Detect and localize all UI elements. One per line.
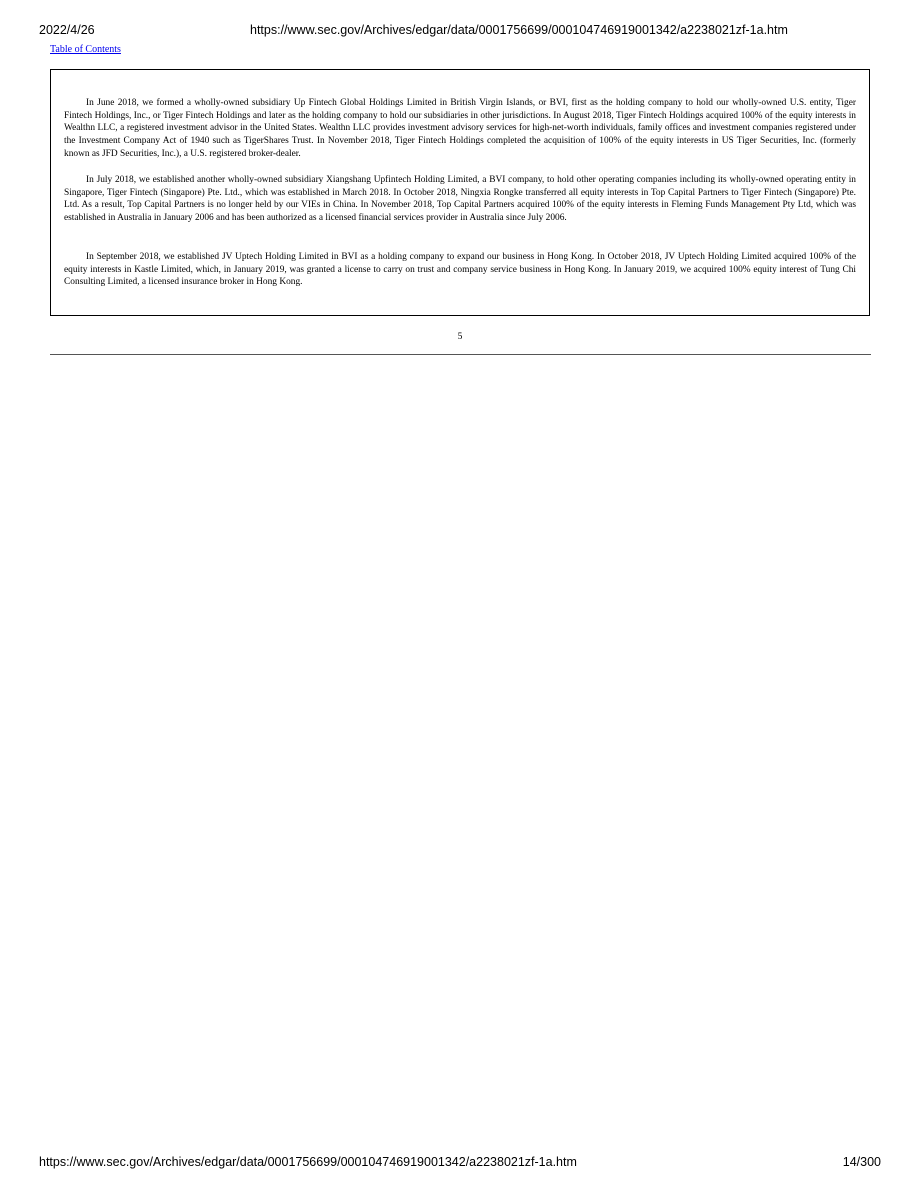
print-page-count: 14/300 bbox=[842, 1155, 881, 1169]
body-paragraph: In September 2018, we established JV Uptech Holding Limited in BVI as a holding company to expand our business in Hong Kong. In October 2018, JV Uptech Holding Limited acquired 100% of the equity interests in Kastle Limited, which, in January 2019, was granted a license to carry on trust and company service business in Hong Kong. In January 2019, we acquired 100% equity interest of Tung Chi Consulting Limited, a licensed insurance broker in Hong Kong. bbox=[64, 252, 856, 288]
print-footer bbox=[39, 1154, 881, 1170]
table-of-contents-link[interactable]: Table of Contents bbox=[50, 44, 121, 55]
print-footer-url: https://www.sec.gov/Archives/edgar/data/0001756699/000104746919001342/a2238021zf-1a.htm bbox=[39, 1155, 577, 1169]
body-paragraph: In July 2018, we established another wholly-owned subsidiary Xiangshang Upfintech Holding Limited, a BVI company, to hold other operating companies including its wholly-owned operating entity in Singapore, Tiger Fintech (Singapore) Pte. Ltd., which was established in March 2018. In October 2018, Ningxia Rongke transferred all equity interests in Top Capital Partners to Tiger Fintech (Singapore) Pte. Ltd. As a result, Top Capital Partners is no longer held by our VIEs in China. In November 2018, Top Capital Partners acquired 100% of the equity interests in Fleming Funds Management Pty Ltd, which was established in Australia in January 2006 and has been authorized as a licensed financial services provider in Australia since July 2006. bbox=[64, 175, 856, 224]
body-paragraph: In June 2018, we formed a wholly-owned subsidiary Up Fintech Global Holdings Limited in British Virgin Islands, or BVI, first as the holding company to hold our wholly-owned U.S. entity, Tiger Fintech Holdings, Inc., or Tiger Fintech Holdings and later as the holding company to hold our subsidiaries in other jurisdictions. In August 2018, Tiger Fintech Holdings acquired 100% of the equity interests in Wealthn LLC, a registered investment advisor in the United States. Wealthn LLC provides investment advisory services for high-net-worth individuals, family offices and investment companies registered under the Investment Company Act of 1940 such as TigerShares Trust. In November 2018, Tiger Fintech Holdings completed the acquisition of 100% of the equity interests in US Tiger Securities, Inc. (formerly known as JFD Securities, Inc.), a U.S. registered broker-dealer. bbox=[64, 98, 856, 159]
page-number: 5 bbox=[457, 332, 463, 342]
page-divider bbox=[50, 354, 871, 355]
content-box bbox=[50, 69, 870, 316]
print-header-url: https://www.sec.gov/Archives/edgar/data/0001756699/000104746919001342/a2238021zf-1a.htm bbox=[250, 23, 788, 37]
print-header bbox=[39, 22, 881, 38]
print-date: 2022/4/26 bbox=[39, 23, 95, 37]
